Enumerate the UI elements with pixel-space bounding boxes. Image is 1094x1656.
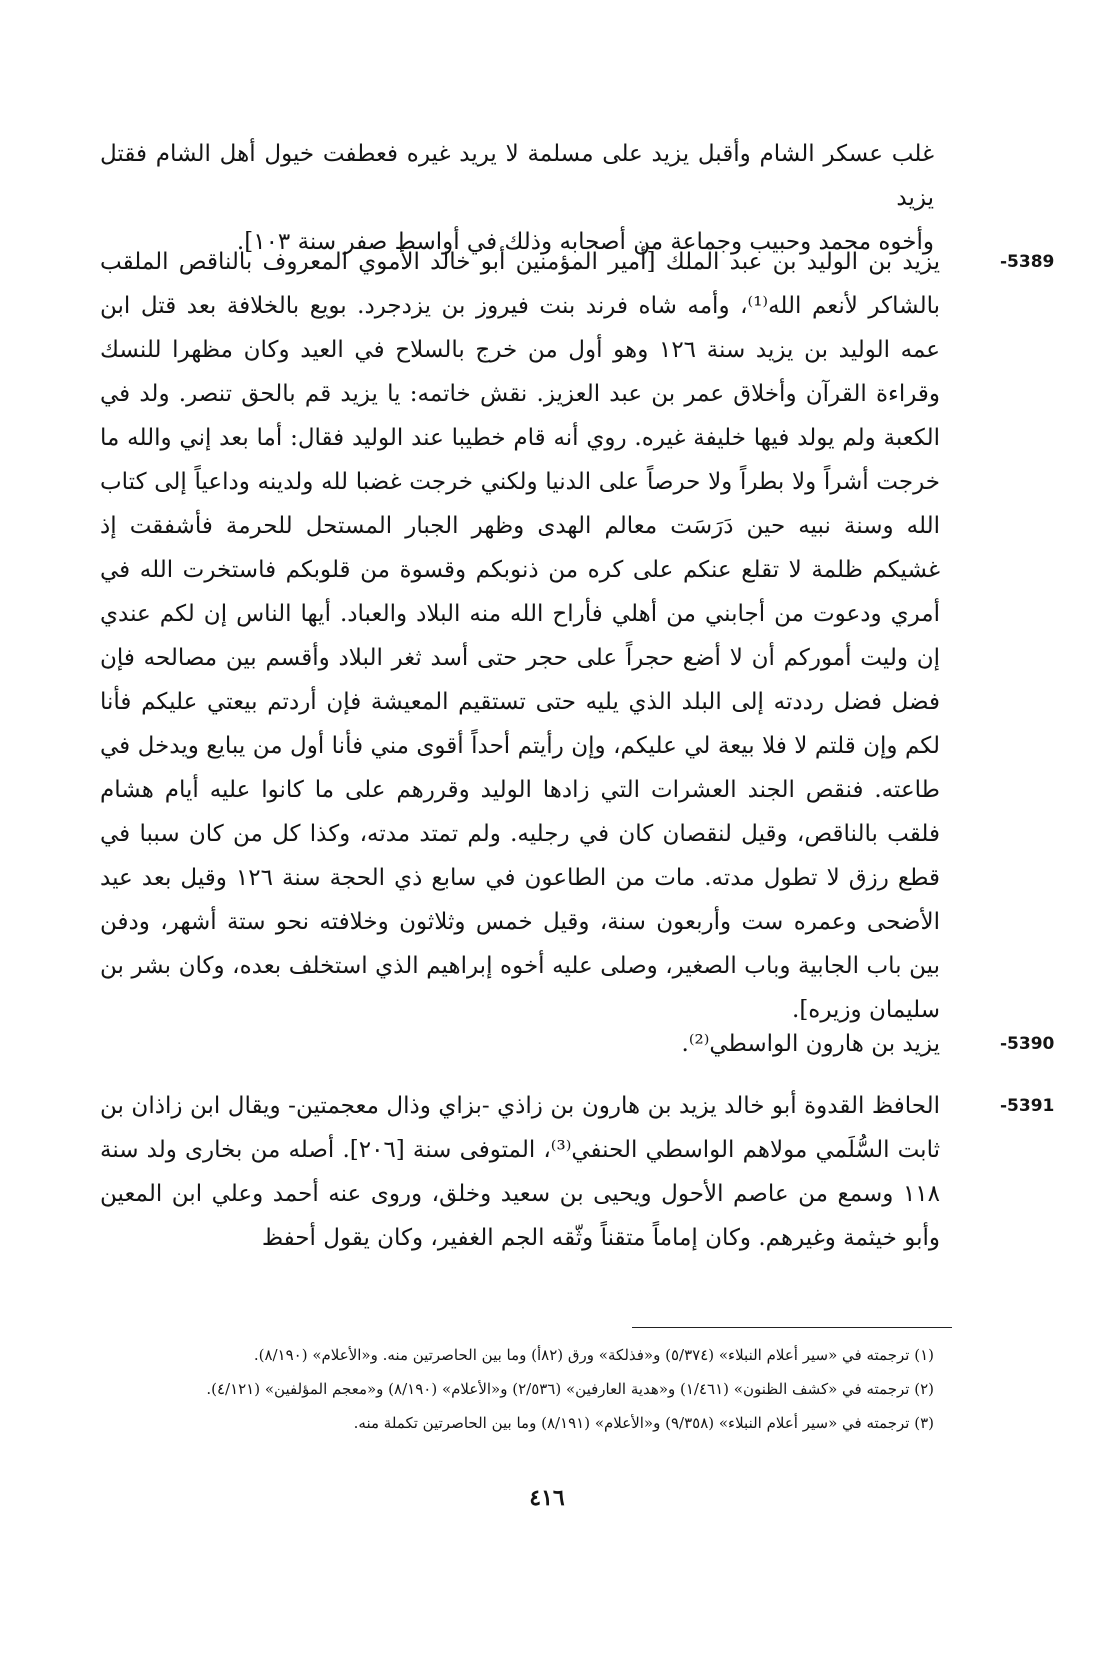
footnote-separator	[632, 1327, 952, 1328]
text-line: وأخوه محمد وحبيب وجماعة من أصحابه وذلك في أواسط صفر سنة ١٠٣].	[236, 229, 934, 255]
entry-number: -5389	[1000, 252, 1055, 272]
entry-number: -5390	[1000, 1034, 1055, 1054]
page-number: ٤١٦	[529, 1485, 565, 1511]
footnotes	[100, 1338, 934, 1440]
footnote: (١) ترجمته في «سير أعلام النبلاء» (٥/٣٧٤) و«فذلكة» ورق (٨٢أ) وما بين الحاصرتين منه. و«الأعلام» (٨/١٩٠).	[253, 1346, 934, 1364]
entry-5389	[100, 240, 1055, 1032]
entry-5390	[100, 1022, 1055, 1066]
footnote: (٣) ترجمته في «سير أعلام النبلاء» (٩/٣٥٨) و«الأعلام» (٨/١٩١) وما بين الحاصرتين تكملة منه.	[353, 1414, 934, 1432]
entry-text: يزيد بن الوليد بن عبد الملك [أمير المؤمنين أبو خالد الأموي المعروف بالناقص الملقب بالشاكر لأنعم الله⁽¹⁾، وأمه شاه فرند بنت فيروز بن يزدجرد. بويع بالخلافة بعد قتل ابن عمه الوليد بن يزيد سنة ١٢٦ وهو أول من خرج بالسلاح في العيد وكان مظهرا للنسك وقراءة القرآن وأخلاق عمر بن عبد العزيز. نقش خاتمه: يا يزيد قم بالحق تنصر. ولد في الكعبة ولم يولد فيها خليفة غيره. روي أنه قام خطيبا عند الوليد فقال: أما بعد إني والله ما خرجت أشراً ولا بطراً ولا حرصاً على الدنيا ولكني خرجت غضبا لله ولدينه وداعياً إلى كتاب الله وسنة نبيه حين دَرَسَت معالم الهدى وظهر الجبار المستحل للحرمة فأشفقت إذ غشيكم ظلمة لا تقلع عنكم على كره من ذنوبكم وقسوة من قلوبكم فاستخرت الله في أمري ودعوت من أجابني من أهلي فأراح الله منه البلاد والعباد. أيها الناس إن لكم عندي إن وليت أموركم أن لا أضع حجراً على حجر حتى أسد ثغر البلاد وأقسم بين مصالحه فإن فضل فضل رددته إلى البلد الذي يليه حتى تستقيم المعيشة فإن أردتم بيعتي عليكم فأنا لكم وإن قلتم لا فلا بيعة لي عليكم، وإن رأيتم أحداً أقوى مني فأنا أول من يبايع ويدخل في طاعته. فنقص الجند العشرات التي زادها الوليد وقررهم على ما كانوا عليه أيام هشام فلقب بالناقص، وقيل لنقصان كان في رجليه. ولم تمتد مدته، وكذا كل من كان سببا في قطع رزق لا تطول مدته. مات من الطاعون في سابع ذي الحجة سنة ١٢٦ وقيل بعد عيد الأضحى وعمره ست وأربعون سنة، وقيل خمس وثلاثون وخلافته نحو ستة أشهر، ودفن بين باب الجابية وباب الصغير، وصلى عليه أخوه إبراهيم الذي استخلف بعده، وكان بشر بن سليمان وزيره].	[100, 249, 941, 1023]
entry-text: يزيد بن هارون الواسطي⁽²⁾.	[681, 1031, 940, 1057]
entry-number: -5391	[1000, 1096, 1055, 1116]
entry-text: الحافظ القدوة أبو خالد يزيد بن هارون بن زاذي -بزاي وذال معجمتين- ويقال ابن زاذان بن ثابت السُّلَمي مولاهم الواسطي الحنفي⁽³⁾، المتوفى سنة [٢٠٦]. أصله من بخاری ولد سنة ١١٨ وسمع من عاصم الأحول ويحيى بن سعيد وخلق، وروى عنه أحمد وعلي ابن المعين وأبو خيثمة وغيرهم. وكان إماماً متقناً وثّقه الجم الغفير، وكان يقول أحفظ	[100, 1093, 940, 1251]
text-line: غلب عسكر الشام وأقبل يزيد على مسلمة لا يريد غيره فعطفت خيول أهل الشام فقتل يزيد	[100, 141, 934, 211]
footnote: (٢) ترجمته في «كشف الظنون» (١/٤٦١) و«هدية العارفين» (٢/٥٣٦) و«الأعلام» (٨/١٩٠) و«معجم المؤلفين» (٤/١٢١).	[206, 1380, 934, 1398]
entry-5391	[100, 1084, 1055, 1260]
